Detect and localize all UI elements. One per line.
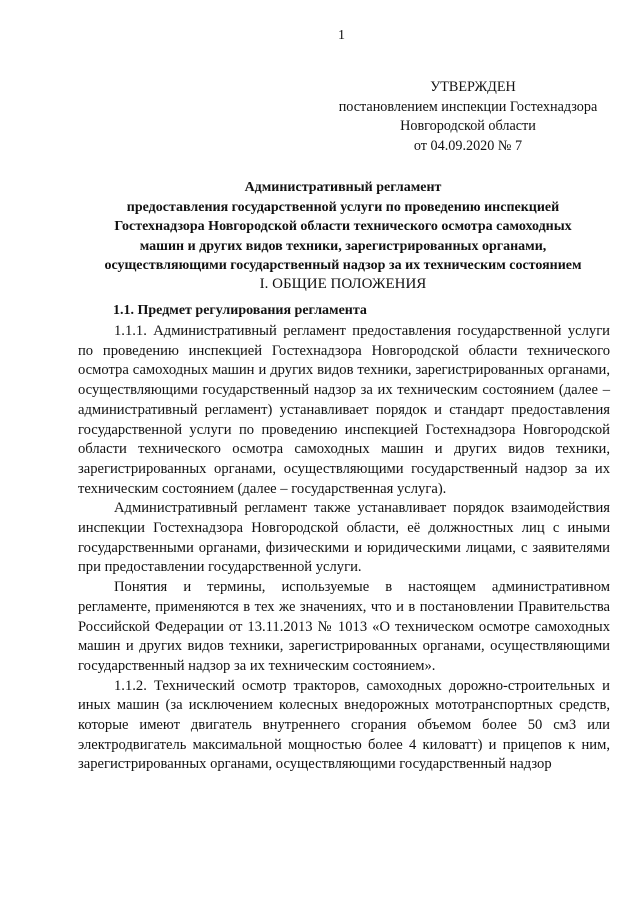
body-text bbox=[78, 322, 610, 777]
approval-block bbox=[318, 78, 618, 156]
paragraph: 1.1.2. Технический осмотр тракторов, самоходных дорожно-строительных и иных машин (за исключением колесных внедорожных мототранспортных средств, которые имеют двигатель внутреннего сгорания объемом более 50 см3 или электродвигатель максимальной мощностью более 4 киловатт) и прицепов к ним, зарегистрированных органами, осуществляющими государственный надзор bbox=[78, 677, 610, 773]
paragraph: Административный регламент также устанавливает порядок взаимодействия инспекции Гостехнадзора Новгородской области, её должностных лиц с иными государственными органами, физическими и юридическими лицами, с заявителями при предоставлении государственной услуги. bbox=[78, 500, 610, 576]
title-line: осуществляющими государственный надзор за их техническим состоянием bbox=[104, 258, 582, 273]
approval-line: постановлением инспекции Гостехнадзора bbox=[338, 98, 598, 115]
title-line: Административный регламент bbox=[244, 180, 442, 195]
paragraph: 1.1.1. Административный регламент предоставления государственной услуги по проведению инспекцией Гостехнадзора Новгородской области технического осмотра самоходных машин и других видов техники, зарегистрированных органами, осуществляющими государственный надзор за их техническим состоянием (далее – административный регламент) устанавливает порядок и стандарт предоставления государственной услуги по проведению инспекцией Гостехнадзора Новгородской области технического осмотра самоходных машин и других видов техники, зарегистрированных органами, осуществляющими государственный надзор за их техническим состоянием (далее – государственная услуга). bbox=[78, 323, 610, 497]
paragraph: Понятия и термины, используемые в настоящем административном регламенте, применяются в тех же значениях, что и в постановлении Правительства Российской Федерации от 13.11.2013 № 1013 «О техническом осмотре самоходных машин и других видов техники, зарегистрированных органами, осуществляющими государственный надзор за их техническим состоянием». bbox=[78, 579, 610, 674]
page-number: 1 bbox=[338, 28, 345, 43]
approval-line: от 04.09.2020 № 7 bbox=[413, 137, 523, 154]
section-heading: I. ОБЩИЕ ПОЛОЖЕНИЯ bbox=[259, 276, 427, 292]
approval-line: УТВЕРЖДЕН bbox=[430, 79, 516, 95]
document-title bbox=[78, 178, 608, 276]
title-line: Гостехнадзора Новгородской области технического осмотра самоходных bbox=[114, 219, 572, 234]
title-line: предоставления государственной услуги по проведению инспекцией bbox=[126, 199, 560, 215]
approval-line: Новгородской области bbox=[400, 118, 536, 134]
subsection-heading: 1.1. Предмет регулирования регламента bbox=[113, 303, 367, 318]
title-line: машин и других видов техники, зарегистрированных органами, bbox=[139, 238, 547, 254]
